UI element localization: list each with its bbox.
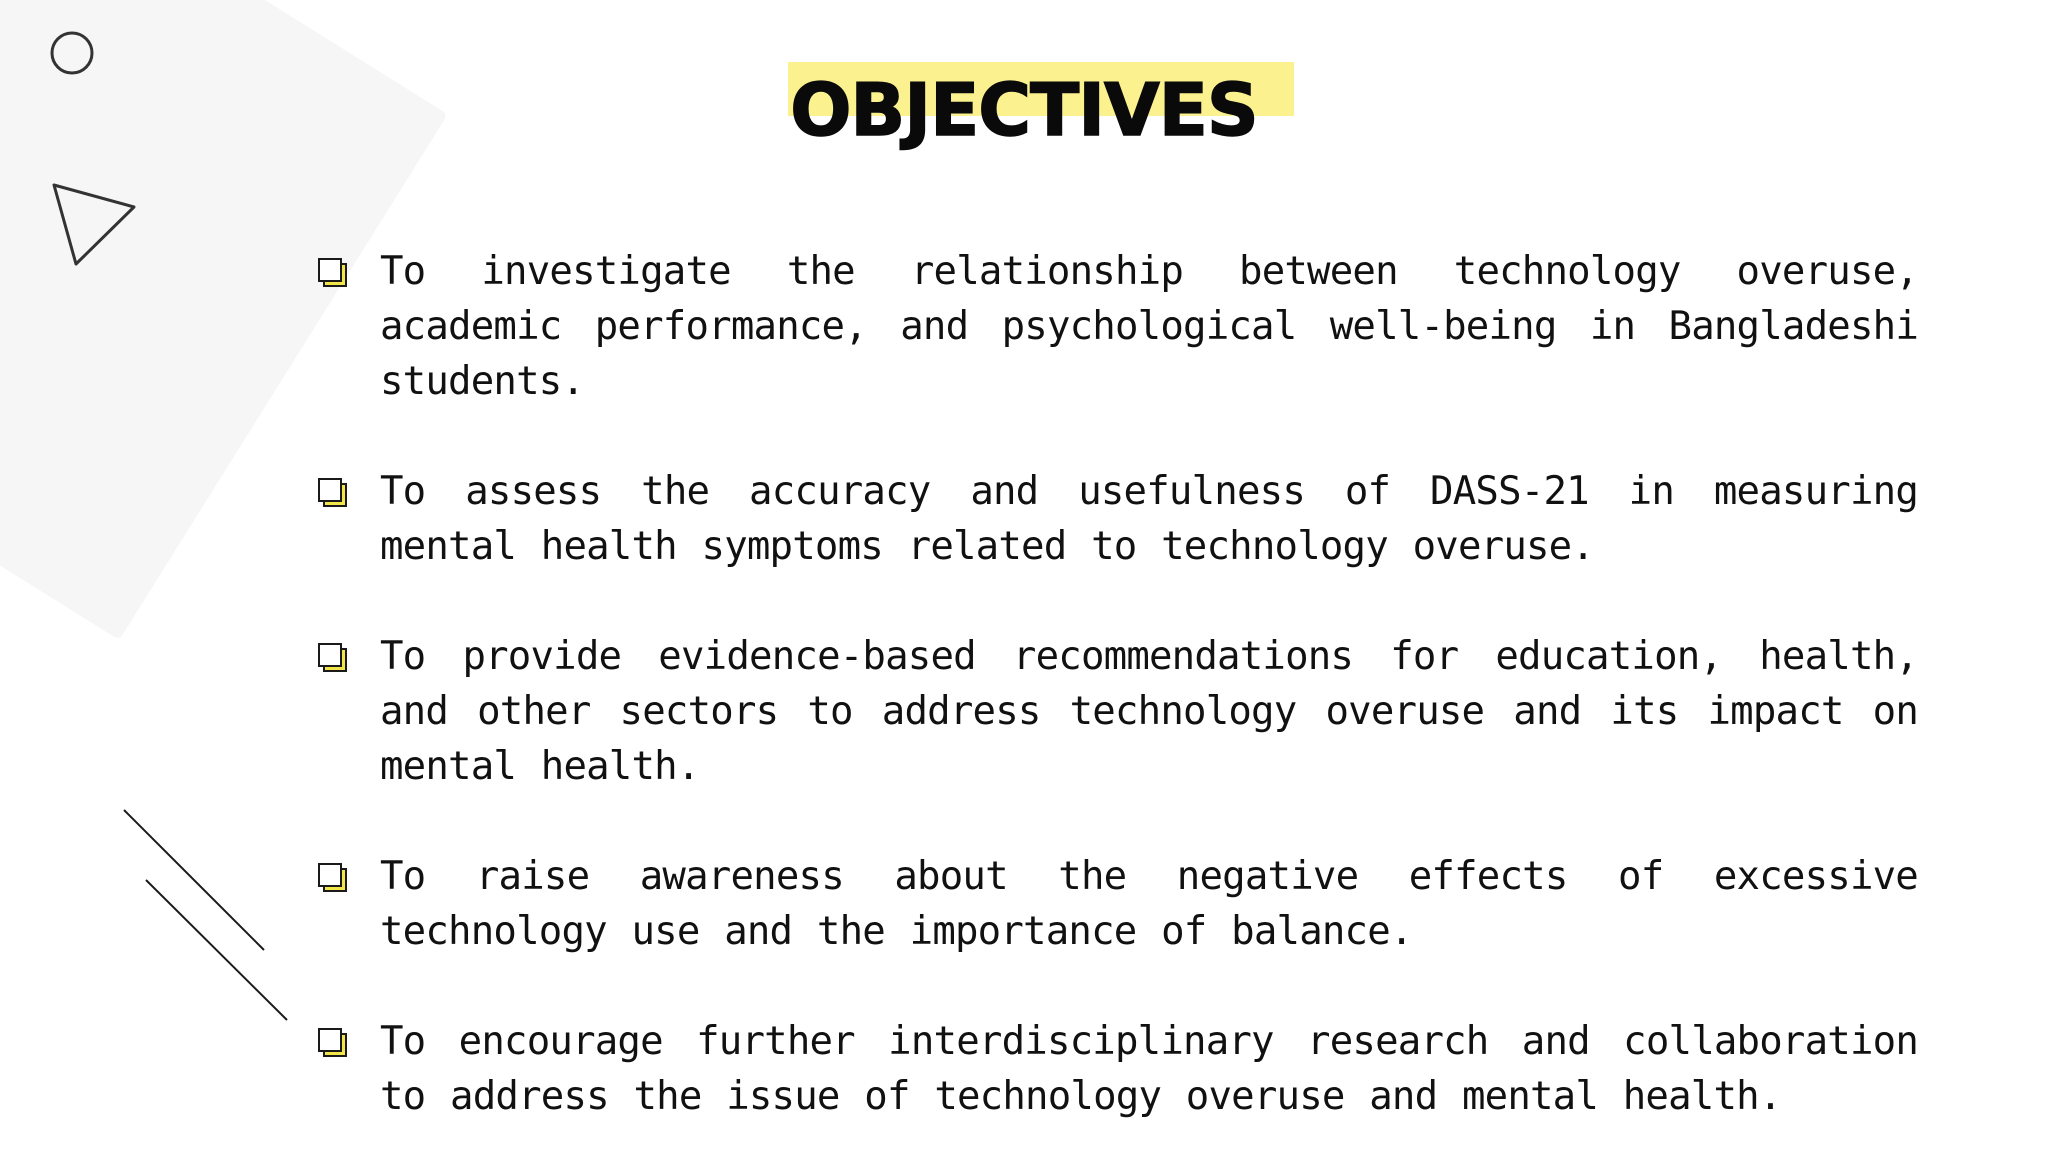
list-item	[318, 1014, 1918, 1124]
list-item	[318, 629, 1918, 794]
objective-text: To encourage further interdisciplinary research and collaboration to address the issue of technology overuse and mental health.	[380, 1019, 1918, 1119]
diagonal-line-icon	[146, 880, 287, 1020]
objective-text: To assess the accuracy and usefulness of DASS-21 in measuring mental health symptoms related to technology overuse.	[380, 469, 1918, 569]
objective-text: To provide evidence-based recommendations for education, health, and other sectors to address technology overuse and its impact on mental health.	[380, 634, 1918, 789]
checkbox-icon	[318, 258, 350, 290]
triangle-outline-icon	[54, 185, 134, 264]
objective-text: To investigate the relationship between technology overuse, academic performance, and psychological well-being in Bangladeshi students.	[380, 249, 1918, 404]
list-item	[318, 464, 1918, 574]
checkbox-icon	[318, 1028, 350, 1060]
checkbox-icon	[318, 478, 350, 510]
slide-title: OBJECTIVES	[790, 68, 1258, 152]
checkbox-icon	[318, 863, 350, 895]
list-item	[318, 244, 1918, 409]
list-item	[318, 849, 1918, 959]
title-block	[0, 62, 2048, 158]
checkbox-icon	[318, 643, 350, 675]
objectives-list	[318, 244, 1918, 1152]
objective-text: To raise awareness about the negative effects of excessive technology use and the importance of balance.	[380, 854, 1918, 954]
